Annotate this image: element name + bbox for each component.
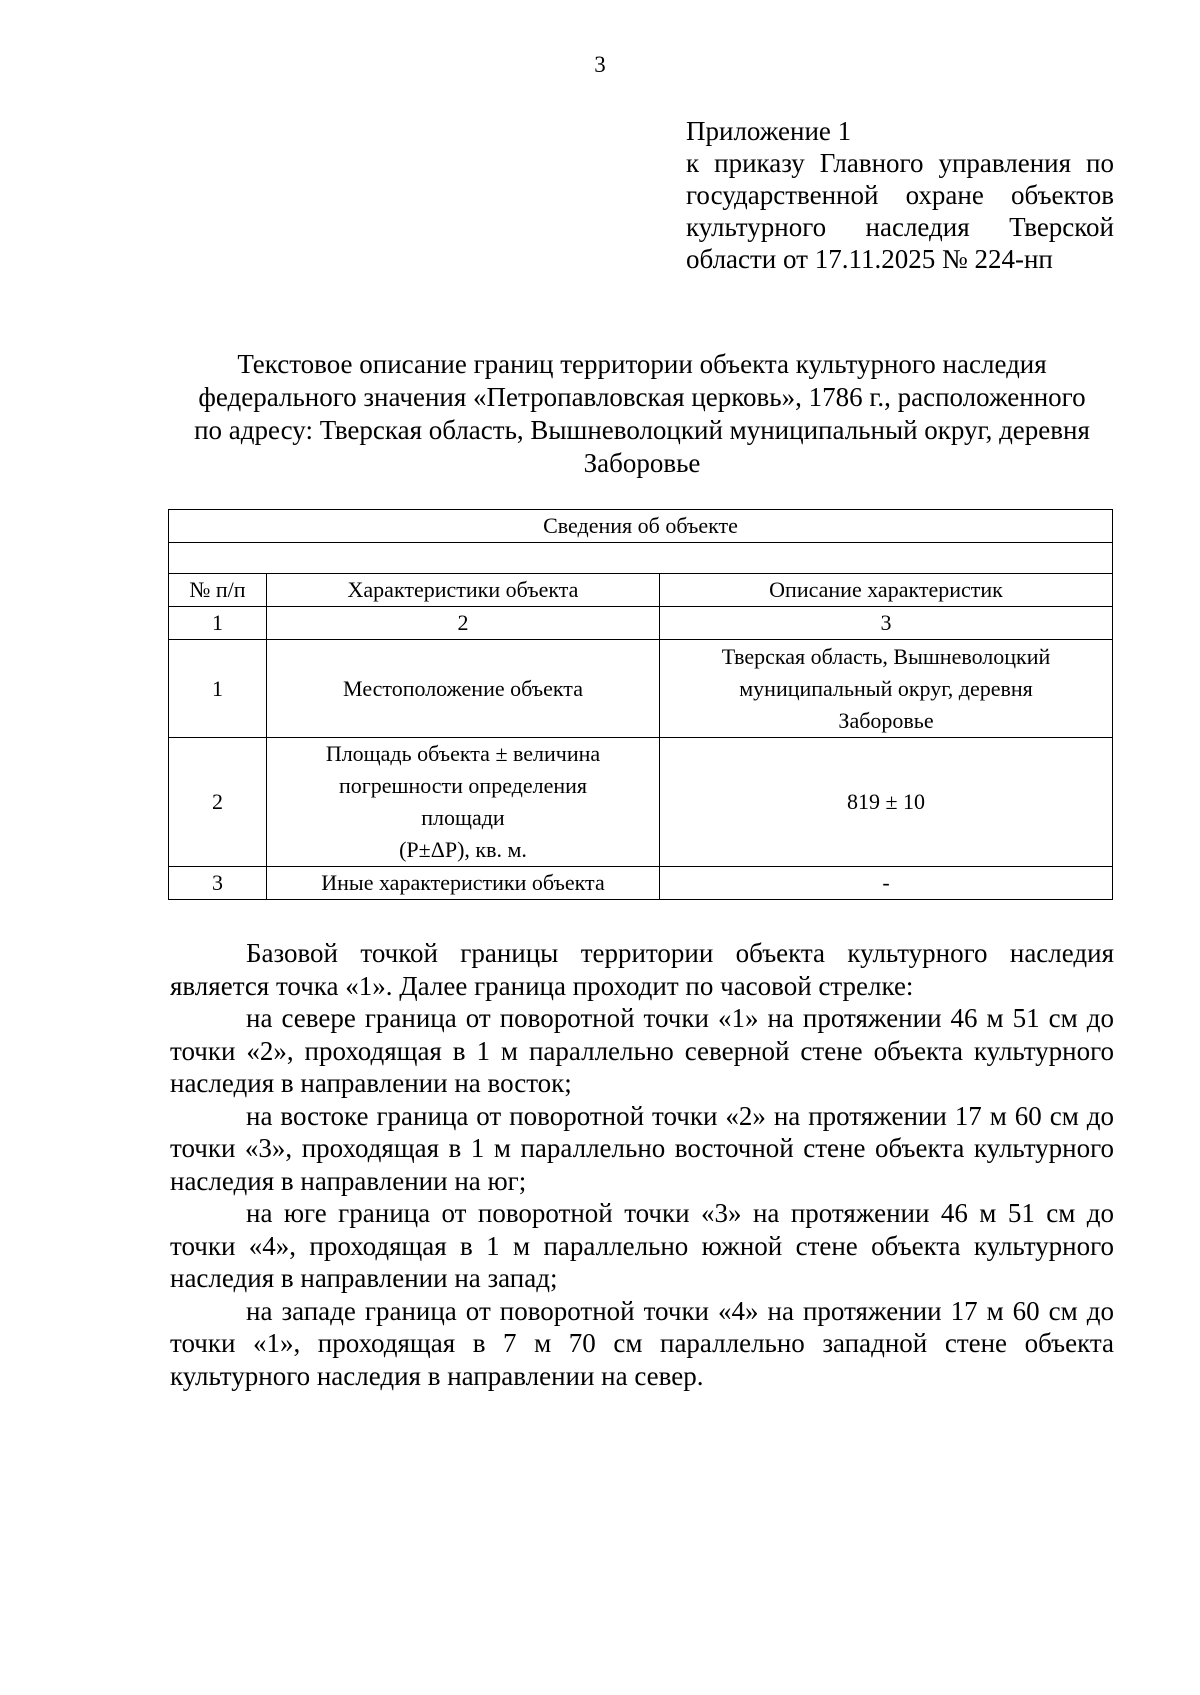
heading-line: Заборовье: [583, 448, 701, 478]
text-line: погрешности определения: [338, 773, 588, 798]
paragraph: на востоке граница от поворотной точки «2» на протяжении 17 м 60 см до точки «3», проходящая в 1 м параллельно восточной стене объекта культурного наследия в направлении на юг;: [170, 1100, 1114, 1196]
column-header-description: Описание характеристик: [660, 574, 1113, 607]
text-line: площади: [421, 805, 505, 830]
column-header-number: № п/п: [169, 574, 267, 607]
text-line: -: [882, 870, 890, 895]
column-index: 3: [660, 607, 1113, 640]
table-title: Сведения об объекте: [169, 510, 1113, 543]
column-index: 1: [169, 607, 267, 640]
text-line: (Р±ΔР), кв. м.: [399, 837, 527, 862]
row-description: [660, 867, 1113, 900]
text-line: Местоположение объекта: [343, 675, 583, 701]
heading-line: федерального значения «Петропавловская церковь», 1786 г., расположенного: [198, 382, 1086, 412]
column-header-characteristic: Характеристики объекта: [267, 574, 660, 607]
row-description: [660, 640, 1113, 738]
text-line: Площадь объекта ± величина: [325, 741, 601, 766]
row-characteristic: [267, 867, 660, 900]
row-number: 1: [169, 640, 267, 738]
page-number: 3: [594, 52, 606, 77]
heading-line: Текстовое описание границ территории объекта культурного наследия: [237, 349, 1047, 379]
table-empty-row: [169, 543, 1113, 574]
paragraph: на юге граница от поворотной точки «3» на протяжении 46 м 51 см до точки «4», проходящая в 1 м параллельно южной стене объекта культурного наследия в направлении на запад;: [170, 1198, 1114, 1293]
table-row: [169, 867, 1113, 900]
appendix-block: [686, 115, 1114, 275]
appendix-title: Приложение 1: [686, 116, 852, 146]
paragraph: на западе граница от поворотной точки «4» на протяжении 17 м 60 см до точки «1», проходящая в 7 м 70 см параллельно западной стене объекта культурного наследия в направлении на север.: [170, 1295, 1114, 1391]
text-line: Заборовье: [838, 707, 934, 733]
heading-line: по адресу: Тверская область, Вышневолоцкий муниципальный округ, деревня: [194, 415, 1090, 445]
document-heading: [168, 348, 1116, 480]
row-characteristic: [267, 738, 660, 867]
appendix-line: области от 17.11.2025 № 224-нп: [686, 244, 1053, 274]
row-number: 2: [169, 738, 267, 867]
paragraph: на севере граница от поворотной точки «1» на протяжении 46 м 51 см до точки «2», проходящая в 1 м параллельно северной стене объекта культурного наследия в направлении на восток;: [170, 1003, 1114, 1098]
table-row: [169, 640, 1113, 738]
paragraph: Базовой точкой границы территории объекта культурного наследия является точка «1». Далее граница проходит по часовой стрелке:: [170, 938, 1114, 1001]
table-row: [169, 738, 1113, 867]
appendix-line: государственной охране объектов: [686, 180, 1114, 210]
row-description: [660, 738, 1113, 867]
row-characteristic: [267, 640, 660, 738]
object-info-table: [168, 509, 1113, 900]
appendix-line: к приказу Главного управления по: [686, 148, 1114, 178]
column-index: 2: [267, 607, 660, 640]
text-line: Тверская область, Вышневолоцкий: [721, 643, 1051, 669]
appendix-line: культурного наследия Тверской: [686, 212, 1114, 242]
text-line: 819 ± 10: [846, 789, 926, 814]
boundary-description: [170, 937, 1114, 1392]
text-line: Иные характеристики объекта: [321, 870, 605, 895]
row-number: 3: [169, 867, 267, 900]
text-line: муниципальный округ, деревня: [739, 675, 1033, 701]
